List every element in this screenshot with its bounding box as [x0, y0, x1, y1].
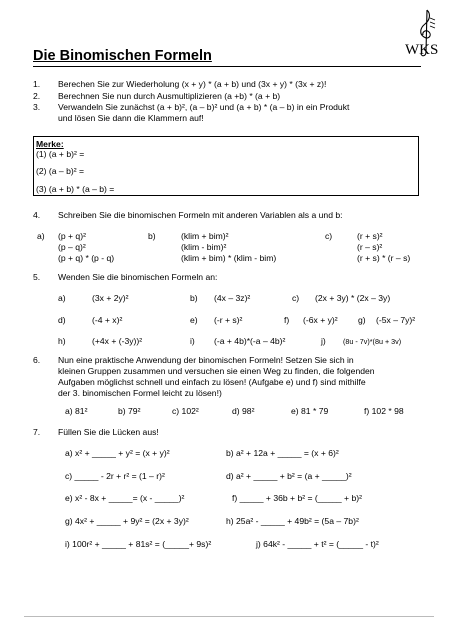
treble-clef-icon [405, 8, 447, 68]
task-5-a-label: a) [58, 293, 66, 303]
page-title: Die Binomischen Formeln [33, 48, 212, 64]
task-7-e: e) x² - 8x + _____= (x - _____)² [65, 493, 185, 503]
task-5-d-label: d) [58, 315, 66, 325]
task-1-text: Berechen Sie zur Wiederholung (x + y) * (a + b) und (3x + y) * (3x + z)! [58, 79, 327, 89]
task-7-f: f) _____ + 36b + b² = (_____ + b)² [232, 493, 362, 503]
task-6-number: 6. [33, 355, 41, 365]
task-5-d-expr: (-4 + x)² [92, 315, 123, 325]
task-1-number: 1. [33, 79, 41, 89]
task-4-c-label: c) [325, 231, 333, 241]
task-7-b: b) a² + 12a + _____ = (x + 6)² [226, 448, 339, 458]
task-6-item-e: e) 81 * 79 [291, 406, 329, 416]
task-7-j: j) 64k² - _____ + t² = (_____ - t)² [256, 539, 379, 549]
merke-formula-1: (1) (a + b)² = [36, 149, 85, 159]
task-5-e-expr: (-r + s)² [214, 315, 243, 325]
task-3-text: Verwandeln Sie zunächst (a + b)², (a – b)² und (a + b) * (a – b) in ein Produkt [58, 102, 350, 112]
task-5-text: Wenden Sie die binomischen Formeln an: [58, 272, 218, 282]
task-4-c-line-2: (r – s)² [357, 242, 383, 252]
task-4-a-line-3: (p + q) * (p - q) [58, 253, 115, 263]
task-2-text: Berechnen Sie nun durch Ausmultiplizieren (a +b) * (a + b) [58, 91, 281, 101]
task-6-item-f: f) 102 * 98 [364, 406, 404, 416]
task-4-b-line-1: (klim + bim)² [181, 231, 229, 241]
task-5-f-label: f) [284, 315, 290, 325]
task-7-text: Füllen Sie die Lücken aus! [58, 427, 159, 437]
task-6-text-line-2: kleinen Gruppen zusammen und versuchen sie einen Weg zu finden, die folgenden [58, 366, 375, 376]
task-6-text-line-1: Nun eine praktische Anwendung der binomischen Formeln! Setzen Sie sich in [58, 355, 354, 365]
task-4-c-line-1: (r + s)² [357, 231, 383, 241]
task-5-c-expr: (2x + 3y) * (2x – 3y) [315, 293, 391, 303]
task-6-item-c: c) 102² [172, 406, 199, 416]
logo-text: WKS [405, 42, 439, 58]
task-4-number: 4. [33, 210, 41, 220]
title-rule [33, 66, 421, 67]
task-2-number: 2. [33, 91, 41, 101]
task-5-b-label: b) [190, 293, 198, 303]
task-5-j-label: j) [321, 336, 326, 346]
task-5-g-label: g) [358, 315, 366, 325]
task-5-j-expr: (8u - 7v)*(8u + 3v) [343, 337, 402, 346]
task-4-text: Schreiben Sie die binomischen Formeln mit anderen Variablen als a und b: [58, 210, 343, 220]
task-5-h-label: h) [58, 336, 66, 346]
task-6-text-line-4: der 3. binomischen Formel leicht zu lösen!) [58, 388, 222, 398]
task-7-h: h) 25a² - _____ + 49b² = (5a – 7b)² [226, 516, 359, 526]
task-7-number: 7. [33, 427, 41, 437]
task-6-item-a: a) 81² [65, 406, 88, 416]
merke-heading: Merke: [36, 139, 64, 149]
page-bottom-divider [24, 616, 434, 617]
task-4-c-line-3: (r + s) * (r – s) [357, 253, 411, 263]
merke-formula-3: (3) (a + b) * (a – b) = [36, 184, 115, 194]
task-5-b-expr: (4x – 3z)² [214, 293, 251, 303]
task-6-item-b: b) 79² [118, 406, 141, 416]
task-4-b-line-3: (klim + bim) * (klim - bim) [181, 253, 277, 263]
task-7-i: i) 100r² + _____ + 81s² = (_____+ 9s)² [65, 539, 212, 549]
task-5-e-label: e) [190, 315, 198, 325]
task-4-a-label: a) [37, 231, 45, 241]
wks-logo [405, 8, 447, 68]
task-5-c-label: c) [292, 293, 300, 303]
task-4-a-line-2: (p – q)² [58, 242, 86, 252]
task-4-b-line-2: (klim - bim)² [181, 242, 227, 252]
task-7-a: a) x² + _____ + y² = (x + y)² [65, 448, 170, 458]
task-5-g-expr: (-5x – 7y)² [376, 315, 416, 325]
task-6-text-line-3: Aufgaben möglichst schnell und einfach zu lösen! (Aufgabe e) und f) sind mithilfe [58, 377, 366, 387]
task-5-f-expr: (-6x + y)² [303, 315, 338, 325]
task-3-number: 3. [33, 102, 41, 112]
task-6-item-d: d) 98² [232, 406, 255, 416]
task-5-h-expr: (+4x + (-3y))² [92, 336, 143, 346]
task-5-i-label: i) [190, 336, 195, 346]
task-4-a-line-1: (p + q)² [58, 231, 86, 241]
task-5-number: 5. [33, 272, 41, 282]
task-3-text-line2: und lösen Sie dann die Klammern auf! [58, 113, 204, 123]
task-5-i-expr: (-a + 4b)*(-a – 4b)² [214, 336, 286, 346]
task-7-c: c) _____ - 2r + r² = (1 – r)² [65, 471, 165, 481]
task-7-g: g) 4x² + _____ + 9y² = (2x + 3y)² [65, 516, 189, 526]
task-5-a-expr: (3x + 2y)² [92, 293, 129, 303]
task-4-b-label: b) [148, 231, 156, 241]
merke-formula-2: (2) (a – b)² = [36, 166, 84, 176]
task-7-d: d) a² + _____ + b² = (a + _____)² [226, 471, 352, 481]
